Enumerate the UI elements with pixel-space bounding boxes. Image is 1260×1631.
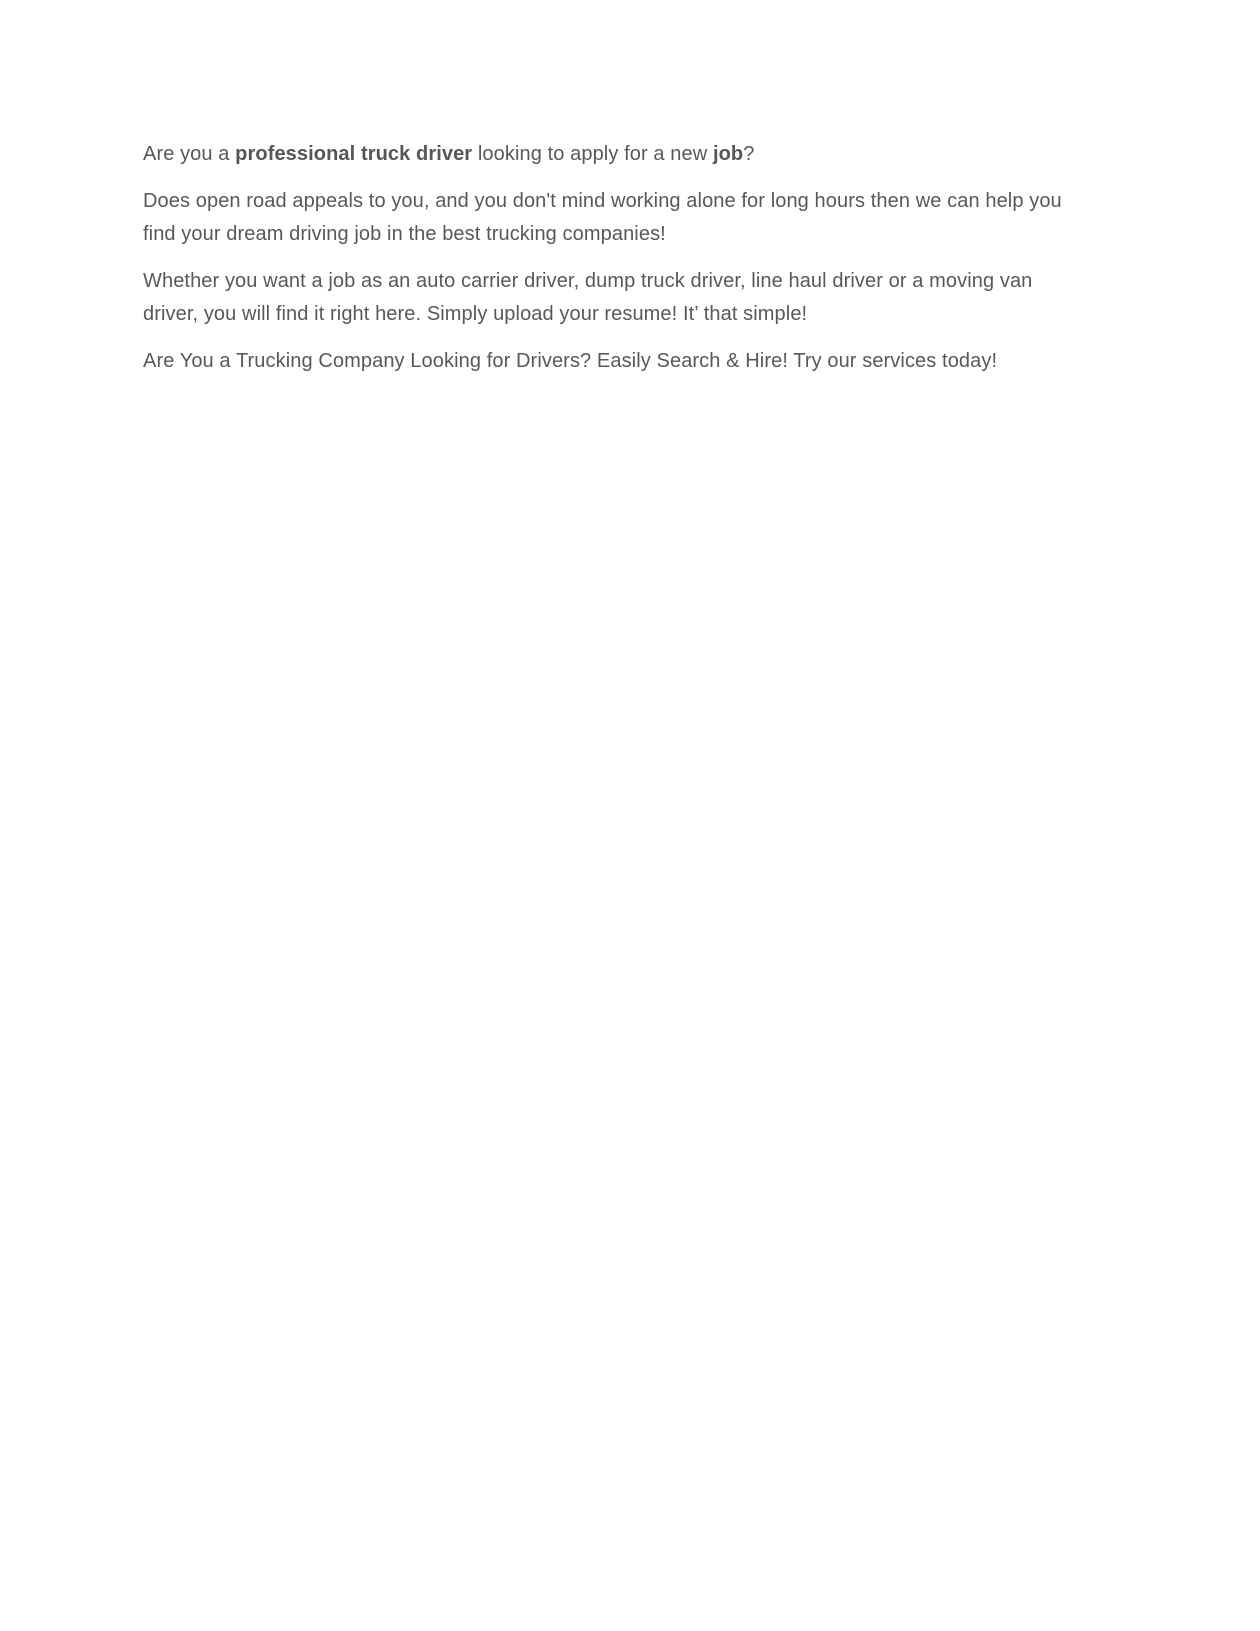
paragraph-1 [143, 138, 1081, 171]
paragraph-2-segment-1: Does open road appeals to you, and you don't mind working alone for long hours then we can help you find your dream driving job in the best trucking companies! [143, 190, 1062, 245]
paragraph-1-segment-2: professional truck driver [235, 143, 473, 165]
paragraph-1-segment-5: ? [743, 143, 755, 165]
paragraph-2 [143, 185, 1081, 251]
paragraph-3 [143, 265, 1081, 331]
paragraph-4 [143, 345, 1081, 378]
paragraph-1-segment-4: job [712, 143, 744, 165]
paragraph-1-segment-3: looking to apply for a new [472, 143, 713, 165]
paragraph-1-segment-1: Are you a [143, 143, 236, 165]
paragraph-4-segment-1: Are You a Trucking Company Looking for Drivers? Easily Search & Hire! Try our services today! [143, 350, 998, 372]
paragraph-3-segment-1: Whether you want a job as an auto carrier driver, dump truck driver, line haul driver or a moving van driver, you will find it right here. Simply upload your resume! It’ that simple! [143, 270, 1033, 325]
document-text-block [143, 138, 1081, 378]
